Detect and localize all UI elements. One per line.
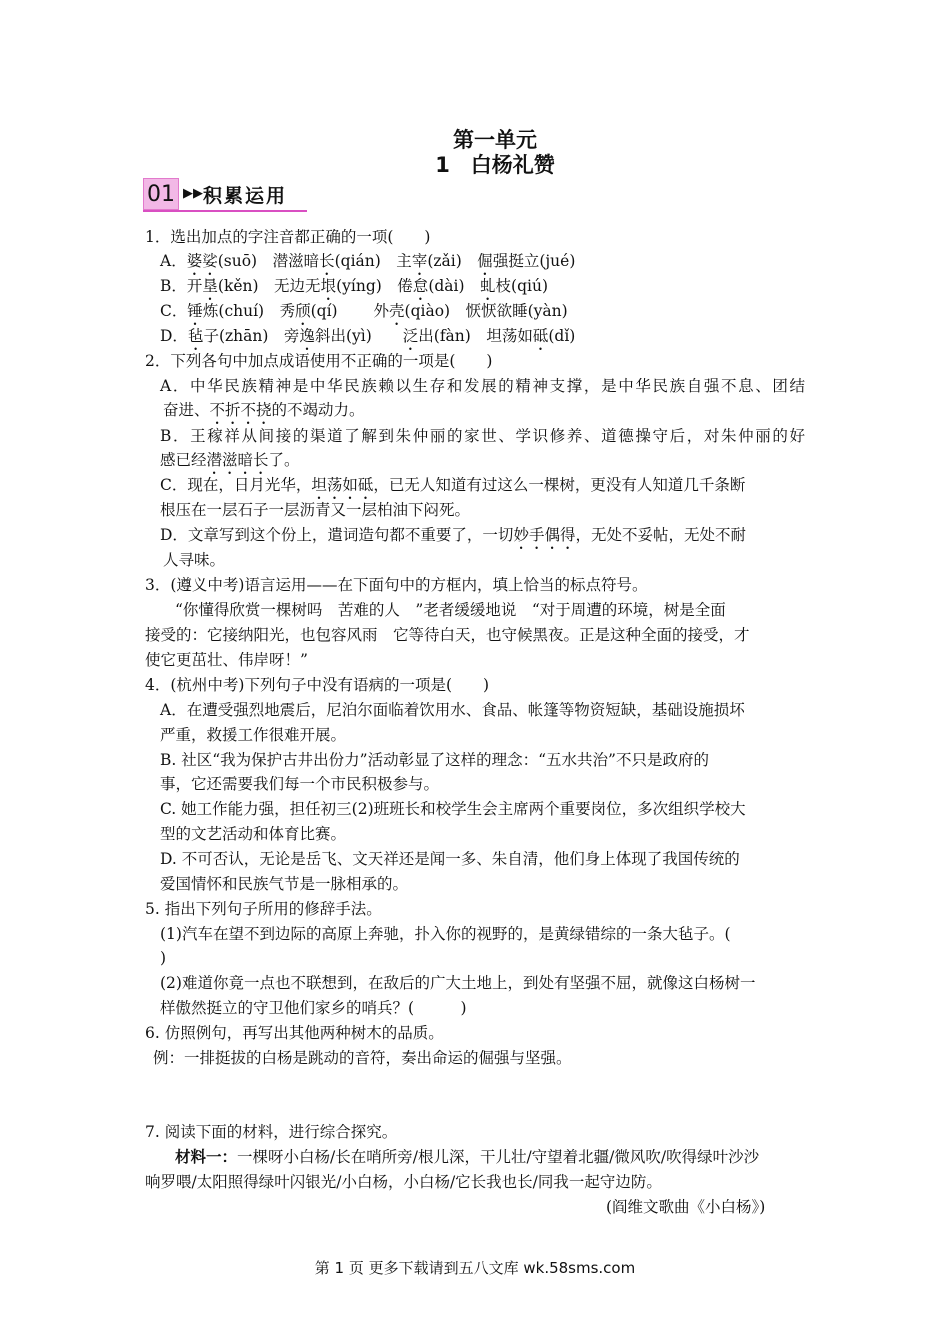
- q1-b-rest3: (dài): [428, 277, 481, 295]
- q1-c-rest3: (qiào) 恹恹欲睡(yàn): [404, 302, 568, 320]
- q2-stem: 2．下列各句中加点成语使用不正确的一项是( ): [145, 352, 493, 370]
- q3-line1: “你懂得欣赏一棵树吗 苦难的人 ”老者缓缓地说 “对于周遭的环境，树是全面: [175, 601, 726, 619]
- section-label: 积累运用: [203, 185, 288, 207]
- q2-a-line1: A．中华民族精神是中华民族赖以生存和发展的精神支撑，是中华民族自强不息、团结: [160, 377, 805, 395]
- q4-c-line1: C. 她工作能力强，担任初三(2)班班长和校学生会主席两个重要岗位，多次组织学校大: [160, 800, 746, 818]
- unit-title: 第一单元: [453, 128, 537, 152]
- q1-b-dot4: 虬: [480, 277, 496, 295]
- double-arrow-icon: ▶▶: [183, 186, 203, 201]
- q1-a-dot3: 宰: [411, 252, 428, 270]
- q5-s2-line2: 样傲然挺立的守卫他们家乡的哨兵？( ): [160, 999, 467, 1017]
- section-number: 01: [143, 178, 179, 210]
- q1-a-dot4: 倔: [477, 252, 493, 270]
- q1-d-dot2: 逸: [299, 327, 315, 345]
- q1-a-rest1: (suō) 潜滋暗: [217, 252, 320, 270]
- q7-material1-text1: 一棵呀小白杨/长在哨所旁/根儿深，干儿壮/守望着北疆/微风吹/吹得绿叶沙沙: [237, 1148, 760, 1166]
- q4-b-line2: 事，它还需要我们每一个市民积极参与。: [160, 775, 440, 793]
- section-header: [143, 178, 307, 212]
- q1-d-prefix: D．: [160, 327, 188, 345]
- q1-a-rest3: (zǎi): [427, 252, 478, 270]
- q4-stem: 4．(杭州中考)下列句子中没有语病的一项是( ): [145, 676, 490, 694]
- q1-b-dot1: 垦: [202, 277, 218, 295]
- q7-material1-label: 材料一：: [175, 1147, 238, 1166]
- q1-stem: 1．选出加点的字注音都正确的一项( ): [145, 228, 431, 246]
- section-underline: [143, 210, 307, 212]
- q1-d-dot1: 毡: [187, 327, 204, 345]
- q3-stem: 3．(遵义中考)语言运用——在下面句中的方框内，填上恰当的标点符号。: [145, 576, 648, 594]
- q2-d-post: ，无处不妥帖，无处不耐: [575, 526, 746, 544]
- q6-example: 例：一排挺拔的白杨是跳动的音符，奏出命运的倔强与坚强。: [153, 1049, 572, 1067]
- q6-stem: 6. 仿照例句，再写出其他两种树木的品质。: [145, 1024, 444, 1042]
- q4-a-line2: 严重，救援工作很难开展。: [160, 726, 347, 744]
- q1-a-rest4: 强挺立(jué): [492, 252, 576, 270]
- q1-c-prefix: C．: [160, 302, 188, 320]
- q4-c-line2: 型的文艺活动和体育比赛。: [160, 825, 347, 843]
- q1-a-prefix: A．: [160, 252, 187, 270]
- q2-c-line2: 根压在一层石子一层沥青又一层柏油下闷死。: [160, 501, 471, 519]
- q2-b-post: 了。: [268, 451, 300, 469]
- q1-b-prefix: B．开: [160, 277, 203, 295]
- q2-c-idiom: 坦荡如砥: [311, 476, 374, 494]
- q2-d-line2: 人寻味。: [163, 551, 226, 569]
- q1-d-rest3: 出(fàn) 坦荡如: [418, 327, 533, 345]
- q1-c-rest2: (qí) 外: [310, 302, 390, 320]
- q1-d-dot4: 砥: [532, 327, 549, 345]
- q2-d-idiom: 妙手偶得: [513, 526, 576, 544]
- q1-b-rest1: (kěn) 无边无: [217, 277, 321, 295]
- q7-material1-line2: 响罗喂/太阳照得绿叶闪银光/小白杨，小白杨/它长我也长/同我一起守边防。: [145, 1173, 662, 1191]
- q2-b-line1: B．王稼祥从间接的渠道了解到朱仲丽的家世、学识修养、道德操守后，对朱仲丽的好: [160, 427, 805, 445]
- page-footer: 第 1 页 更多下载请到五八文库 wk.58sms.com: [314, 1259, 636, 1277]
- q7-material1-line1: [175, 1146, 759, 1168]
- q4-d-line1: D. 不可否认，无论是岳飞、文天祥还是闻一多、朱自清，他们身上体现了我国传统的: [160, 850, 740, 868]
- q2-b-pre: 感已经: [160, 451, 207, 469]
- q1-c-dot1: 锤: [187, 302, 203, 320]
- q7-material1-source: (阎维文歌曲《小白杨》): [606, 1198, 766, 1216]
- q2-a-pre: 奋进、: [163, 401, 210, 419]
- q2-c-post: ，已无人知道有过这么一棵树，更没有人知道几千条断: [373, 476, 746, 494]
- q2-a-post: 的不竭动力。: [271, 401, 365, 419]
- q1-b-dot2: 垠: [320, 277, 337, 295]
- q1-c-rest1: 炼(chuí) 秀: [202, 302, 296, 320]
- q2-d-pre: D．文章写到这个份上，遣词造句都不重要了，一切: [160, 526, 514, 544]
- q1-b-rest4: 枝(qiú): [495, 277, 549, 295]
- lesson-title: 1 白杨礼赞: [435, 153, 555, 177]
- q1-b-rest2: (yíng) 倦: [336, 277, 413, 295]
- q1-b-dot3: 怠: [412, 277, 429, 295]
- q3-line3: 使它更茁壮、伟岸呀！”: [145, 651, 308, 669]
- q2-c-pre: C．现在，日月光华，: [160, 476, 312, 494]
- q7-stem: 7. 阅读下面的材料，进行综合探究。: [145, 1123, 398, 1141]
- q1-d-rest2: 斜出(yì): [314, 327, 403, 345]
- q1-c-dot3: 壳: [389, 302, 405, 320]
- q2-a-idiom: 不折不挠: [209, 401, 272, 419]
- q4-b-line1: B. 社区“我为保护古井出份力”活动彰显了这样的理念：“五水共治”不只是政府的: [160, 751, 709, 769]
- q4-a-line1: A．在遭受强烈地震后，尼泊尔面临着饮用水、食品、帐篷等物资短缺，基础设施损坏: [160, 701, 745, 719]
- q5-s1-line2: ): [160, 949, 167, 967]
- q5-stem: 5. 指出下列句子所用的修辞手法。: [145, 900, 382, 918]
- q2-d-line1: [160, 524, 746, 553]
- q1-a-dot1: 婆娑: [186, 252, 218, 270]
- q1-a-rest2: (qián) 主: [334, 252, 412, 270]
- q3-line2: 接受的：它接纳阳光，也包容风雨 它等待白天，也守候黑夜。正是这种全面的接受，才: [145, 626, 750, 644]
- q2-b-idiom: 潜滋暗长: [206, 451, 269, 469]
- q1-d-rest4: (dǐ): [548, 327, 576, 345]
- q1-d-dot3: 泛: [402, 327, 419, 345]
- q1-c-dot2: 颀: [295, 302, 311, 320]
- q5-s1-line1: (1)汽车在望不到边际的高原上奔驰，扑入你的视野的，是黄绿错综的一条大毡子。(: [160, 925, 731, 943]
- q4-d-line2: 爱国情怀和民族气节是一脉相承的。: [160, 875, 409, 893]
- q1-a-dot2: 长: [319, 252, 335, 270]
- q2-a-line2: [163, 399, 365, 428]
- q1-d-rest1: 子(zhān) 旁: [203, 327, 300, 345]
- q5-s2-line1: (2)难道你竟一点也不联想到，在敌后的广大土地上，到处有坚强不屈，就像这白杨树一: [160, 974, 756, 992]
